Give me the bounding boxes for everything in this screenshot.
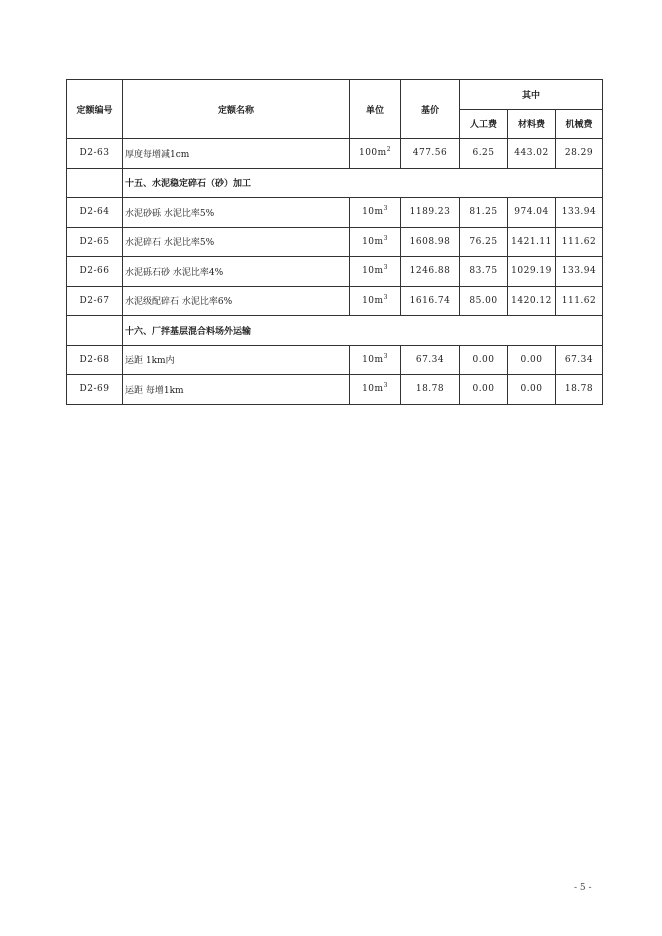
page-number: - 5 - [574, 883, 592, 893]
table-header [67, 80, 603, 139]
section-title: 十六、厂拌基层混合料场外运输 [123, 316, 603, 346]
table-row [67, 286, 603, 316]
row-labor: 0.00 [460, 375, 508, 405]
row-code: D2-67 [67, 286, 123, 316]
header-code: 定额编号 [67, 80, 123, 139]
section-empty-cell [67, 316, 123, 346]
unit-base: 10m [362, 207, 384, 218]
section-row [67, 168, 603, 198]
row-material: 443.02 [508, 139, 556, 169]
section-title: 十五、水泥稳定碎石（砂）加工 [123, 168, 603, 198]
row-material: 0.00 [508, 345, 556, 375]
row-name: 水泥碎石 水泥比率5% [123, 227, 350, 257]
row-labor: 85.00 [460, 286, 508, 316]
row-machinery: 111.62 [556, 286, 603, 316]
row-machinery: 133.94 [556, 198, 603, 228]
table-row [67, 345, 603, 375]
unit-base: 10m [362, 384, 384, 395]
header-unit: 单位 [350, 80, 401, 139]
row-machinery: 67.34 [556, 345, 603, 375]
row-machinery: 28.29 [556, 139, 603, 169]
row-code: D2-65 [67, 227, 123, 257]
header-of-which: 其中 [460, 80, 603, 110]
row-material: 0.00 [508, 375, 556, 405]
row-unit [350, 139, 401, 169]
row-machinery: 111.62 [556, 227, 603, 257]
row-base-price: 1246.88 [401, 257, 460, 287]
row-machinery: 133.94 [556, 257, 603, 287]
row-labor: 6.25 [460, 139, 508, 169]
row-name: 运距 每增1km [123, 375, 350, 405]
row-base-price: 18.78 [401, 375, 460, 405]
unit-base: 10m [362, 354, 384, 365]
header-material: 材料费 [508, 109, 556, 139]
unit-sup: 3 [383, 352, 388, 360]
unit-base: 10m [362, 266, 384, 277]
unit-base: 100m [358, 148, 387, 159]
row-code: D2-68 [67, 345, 123, 375]
unit-base: 10m [362, 295, 384, 306]
unit-base: 10m [362, 236, 384, 247]
section-empty-cell [67, 168, 123, 198]
row-code: D2-64 [67, 198, 123, 228]
unit-sup: 3 [383, 205, 388, 213]
unit-sup: 3 [383, 293, 388, 301]
row-code: D2-69 [67, 375, 123, 405]
row-name: 运距 1km内 [123, 345, 350, 375]
row-base-price: 1608.98 [401, 227, 460, 257]
row-material: 1421.11 [508, 227, 556, 257]
header-name: 定额名称 [123, 80, 350, 139]
row-labor: 81.25 [460, 198, 508, 228]
row-base-price: 1189.23 [401, 198, 460, 228]
row-unit [350, 257, 401, 287]
row-material: 1420.12 [508, 286, 556, 316]
row-base-price: 1616.74 [401, 286, 460, 316]
row-name: 厚度每增减1cm [123, 139, 350, 169]
quota-table [66, 79, 603, 405]
row-name: 水泥级配碎石 水泥比率6% [123, 286, 350, 316]
table-row [67, 198, 603, 228]
row-labor: 0.00 [460, 345, 508, 375]
row-code: D2-66 [67, 257, 123, 287]
table-row [67, 227, 603, 257]
unit-sup: 3 [383, 264, 388, 272]
row-labor: 76.25 [460, 227, 508, 257]
table-body [67, 139, 603, 405]
row-machinery: 18.78 [556, 375, 603, 405]
row-unit [350, 375, 401, 405]
unit-sup: 3 [383, 382, 388, 390]
header-machinery: 机械费 [556, 109, 603, 139]
row-code: D2-63 [67, 139, 123, 169]
section-row [67, 316, 603, 346]
table-row [67, 139, 603, 169]
unit-sup: 2 [386, 146, 392, 154]
row-base-price: 67.34 [401, 345, 460, 375]
row-unit [350, 227, 401, 257]
row-unit [350, 345, 401, 375]
row-name: 水泥砾石砂 水泥比率4% [123, 257, 350, 287]
unit-sup: 3 [383, 234, 388, 242]
row-name: 水泥砂砾 水泥比率5% [123, 198, 350, 228]
header-labor: 人工费 [460, 109, 508, 139]
table-row [67, 375, 603, 405]
header-base-price: 基价 [401, 80, 460, 139]
row-unit [350, 286, 401, 316]
table-row [67, 257, 603, 287]
row-material: 1029.19 [508, 257, 556, 287]
row-labor: 83.75 [460, 257, 508, 287]
header-row-1 [67, 80, 603, 110]
row-base-price: 477.56 [401, 139, 460, 169]
row-material: 974.04 [508, 198, 556, 228]
row-unit [350, 198, 401, 228]
